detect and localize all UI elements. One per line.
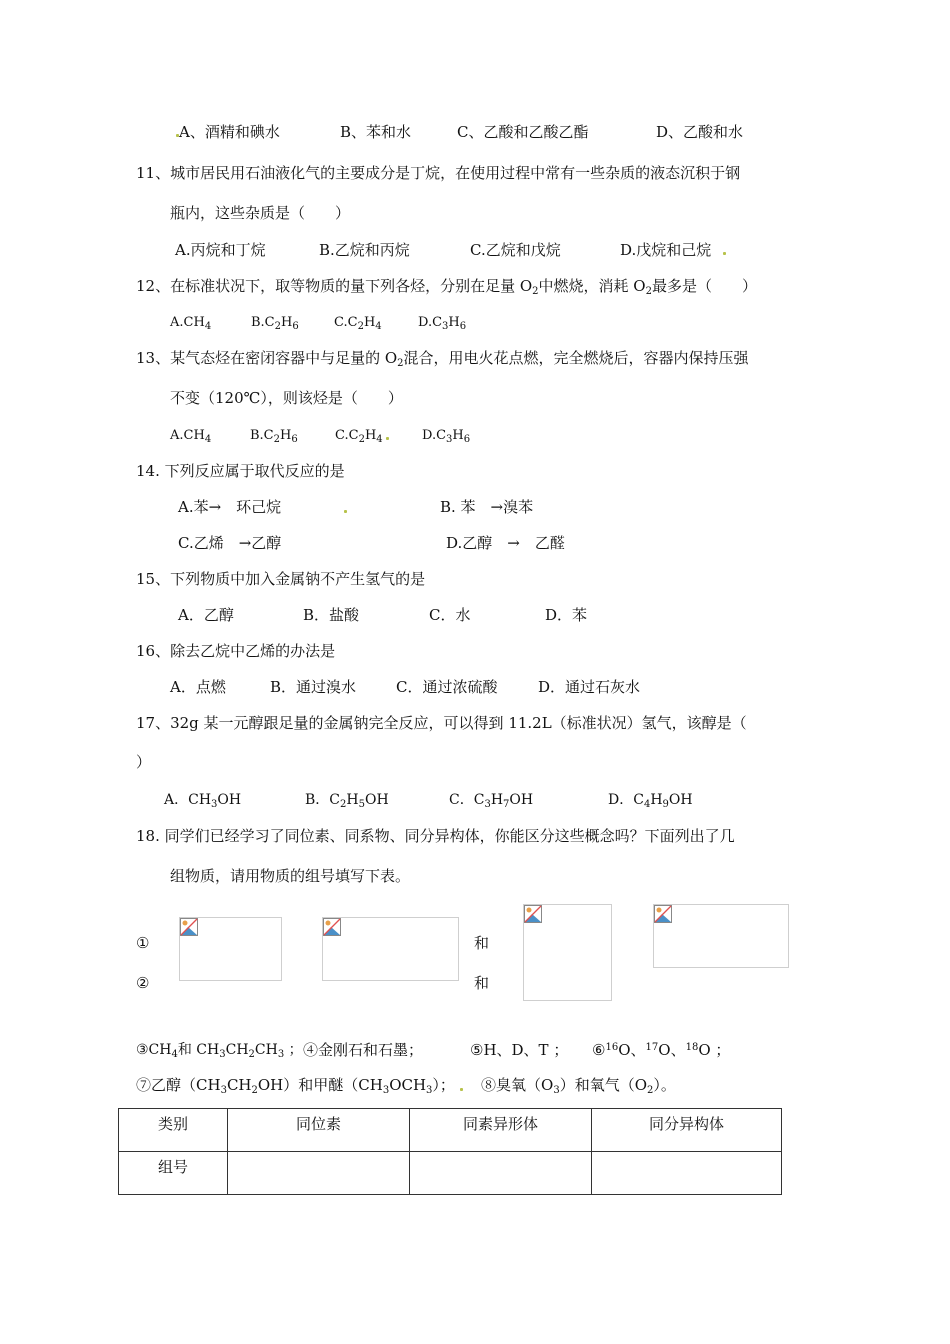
q12-stem: 12、在标准状况下，取等物质的量下列各烃，分别在足量 $O_2$中燃烧，消耗 $O_2$最多是（ ） [136,277,757,297]
q15-option-a: A．乙醇 [178,606,234,624]
q13-option-a: $A.CH_4$ [170,428,212,445]
q14-option-c: C.乙烯 →乙醇 [178,534,282,552]
q17-option-b: B．$C_2H_5OH$ [305,792,389,810]
item-4: ④金刚石和石墨； [303,1041,424,1059]
q18-stem-line1: 18. 同学们已经学习了同位素、同系物、同分异构体，你能区分这些概念吗？下面列出了几 [136,827,735,845]
structure-image-placeholder [523,904,612,1001]
q11-stem-line2: 瓶内，这些杂质是（ ） [170,204,351,222]
q14-option-a: A.苯→ 环己烷 [178,498,282,516]
q17-stem-line1: 17、32g 某一元醇跟足量的金属钠完全反应，可以得到 11.2L（标准状况）氢气，该醇是（ [136,714,747,732]
q16-option-c: C．通过浓硫酸 [396,678,498,696]
table-header-isomer: 同分异构体 [592,1109,782,1152]
and-word: 和 [474,974,490,992]
answer-table [118,1108,782,1195]
table-header-isotope: 同位素 [228,1109,410,1152]
q17-option-a: A．$CH_3OH$ [164,792,242,810]
q16-option-a: A．点燃 [170,678,226,696]
q10-option-c: C、乙酸和乙酸乙酯 [457,123,589,141]
table-row [119,1152,782,1195]
q11-option-b: B.乙烷和丙烷 [319,241,410,259]
q15-stem: 15、下列物质中加入金属钠不产生氢气的是 [136,570,426,588]
q16-option-d: D．通过石灰水 [538,678,641,696]
q13-stem-line1: 13、某气态烃在密闭容器中与足量的 $O_2$混合，用电火花点燃，完全燃烧后，容器内保持压强 [136,349,749,369]
stray-mark [344,510,347,513]
q16-option-b: B．通过溴水 [270,678,357,696]
table-header-category: 类别 [119,1109,228,1152]
q10-option-d: D、乙酸和水 [656,123,744,141]
broken-image-icon [654,905,672,923]
structure-image-placeholder [179,917,282,981]
q15-option-b: B．盐酸 [303,606,360,624]
q10-option-b: B、苯和水 [340,123,412,141]
q12-option-b: $B.C_2H_6$ [251,315,299,332]
item-7: ⑦乙醇$(CH_3CH_2OH)$和甲醚$(CH_3OCH_3)$； [136,1076,455,1096]
q17-option-c: C．$C_3H_7OH$ [449,792,534,810]
and-word: 和 [474,934,490,952]
q11-stem-line1: 11、城市居民用石油液化气的主要成分是丁烷，在使用过程中常有一些杂质的液态沉积于钢 [136,164,741,182]
stray-mark [723,252,726,255]
q18-stem-line2: 组物质，请用物质的组号填写下表。 [170,867,411,885]
q12-option-a: $A.CH_4$ [170,315,212,332]
q10-option-a: A、酒精和碘水 [179,123,280,141]
answer-cell-isotope[interactable] [228,1152,410,1195]
structure-image-placeholder [653,904,789,968]
q14-option-d: D.乙醇 → 乙醛 [446,534,565,552]
structure-image-placeholder [322,917,459,981]
q14-stem: 14. 下列反应属于取代反应的是 [136,462,345,480]
q11-option-d: D.戊烷和己烷 [620,241,712,259]
item-8: ⑧臭氧$(O_3)$和氧气$(O_2)$。 [481,1076,676,1096]
stray-mark [386,437,389,440]
q13-option-b: $B.C_2H_6$ [250,428,298,445]
broken-image-icon [180,918,198,936]
item-3: $③CH_4$和 $CH_3CH_2CH_3$ ； [136,1042,303,1060]
q13-option-d: $D.C_3H_6$ [422,428,471,445]
item-6: ⑥$^{16}$O、$^{17}$O、$^{18}$O ； [592,1041,731,1059]
table-header-allotrope: 同素异形体 [410,1109,592,1152]
q11-option-c: C.乙烷和戊烷 [470,241,561,259]
answer-cell-allotrope[interactable] [410,1152,592,1195]
item-5: ⑤H、D、T ； [470,1041,569,1059]
q13-option-c: $C.C_2H_4$ [335,428,383,445]
q12-option-d: $D.C_3H_6$ [418,315,467,332]
q12-option-c: $C.C_2H_4$ [334,315,382,332]
item-marker-1: ① [136,934,150,952]
stray-mark [460,1088,463,1091]
q17-option-d: D．$C_4H_9OH$ [608,792,693,810]
q15-option-d: D．苯 [545,606,588,624]
table-header-row [119,1109,782,1152]
q11-option-a: A.丙烷和丁烷 [175,241,266,259]
q17-stem-line2: ） [136,753,152,771]
q13-stem-line2: 不变（120℃），则该烃是（ ） [170,389,403,407]
answer-cell-isomer[interactable] [592,1152,782,1195]
item-marker-2: ② [136,974,150,992]
q16-stem: 16、除去乙烷中乙烯的办法是 [136,642,336,660]
q14-option-b: B. 苯 →溴苯 [440,498,534,516]
broken-image-icon [524,905,542,923]
q15-option-c: C．水 [429,606,471,624]
table-row-label: 组号 [119,1152,228,1195]
broken-image-icon [323,918,341,936]
